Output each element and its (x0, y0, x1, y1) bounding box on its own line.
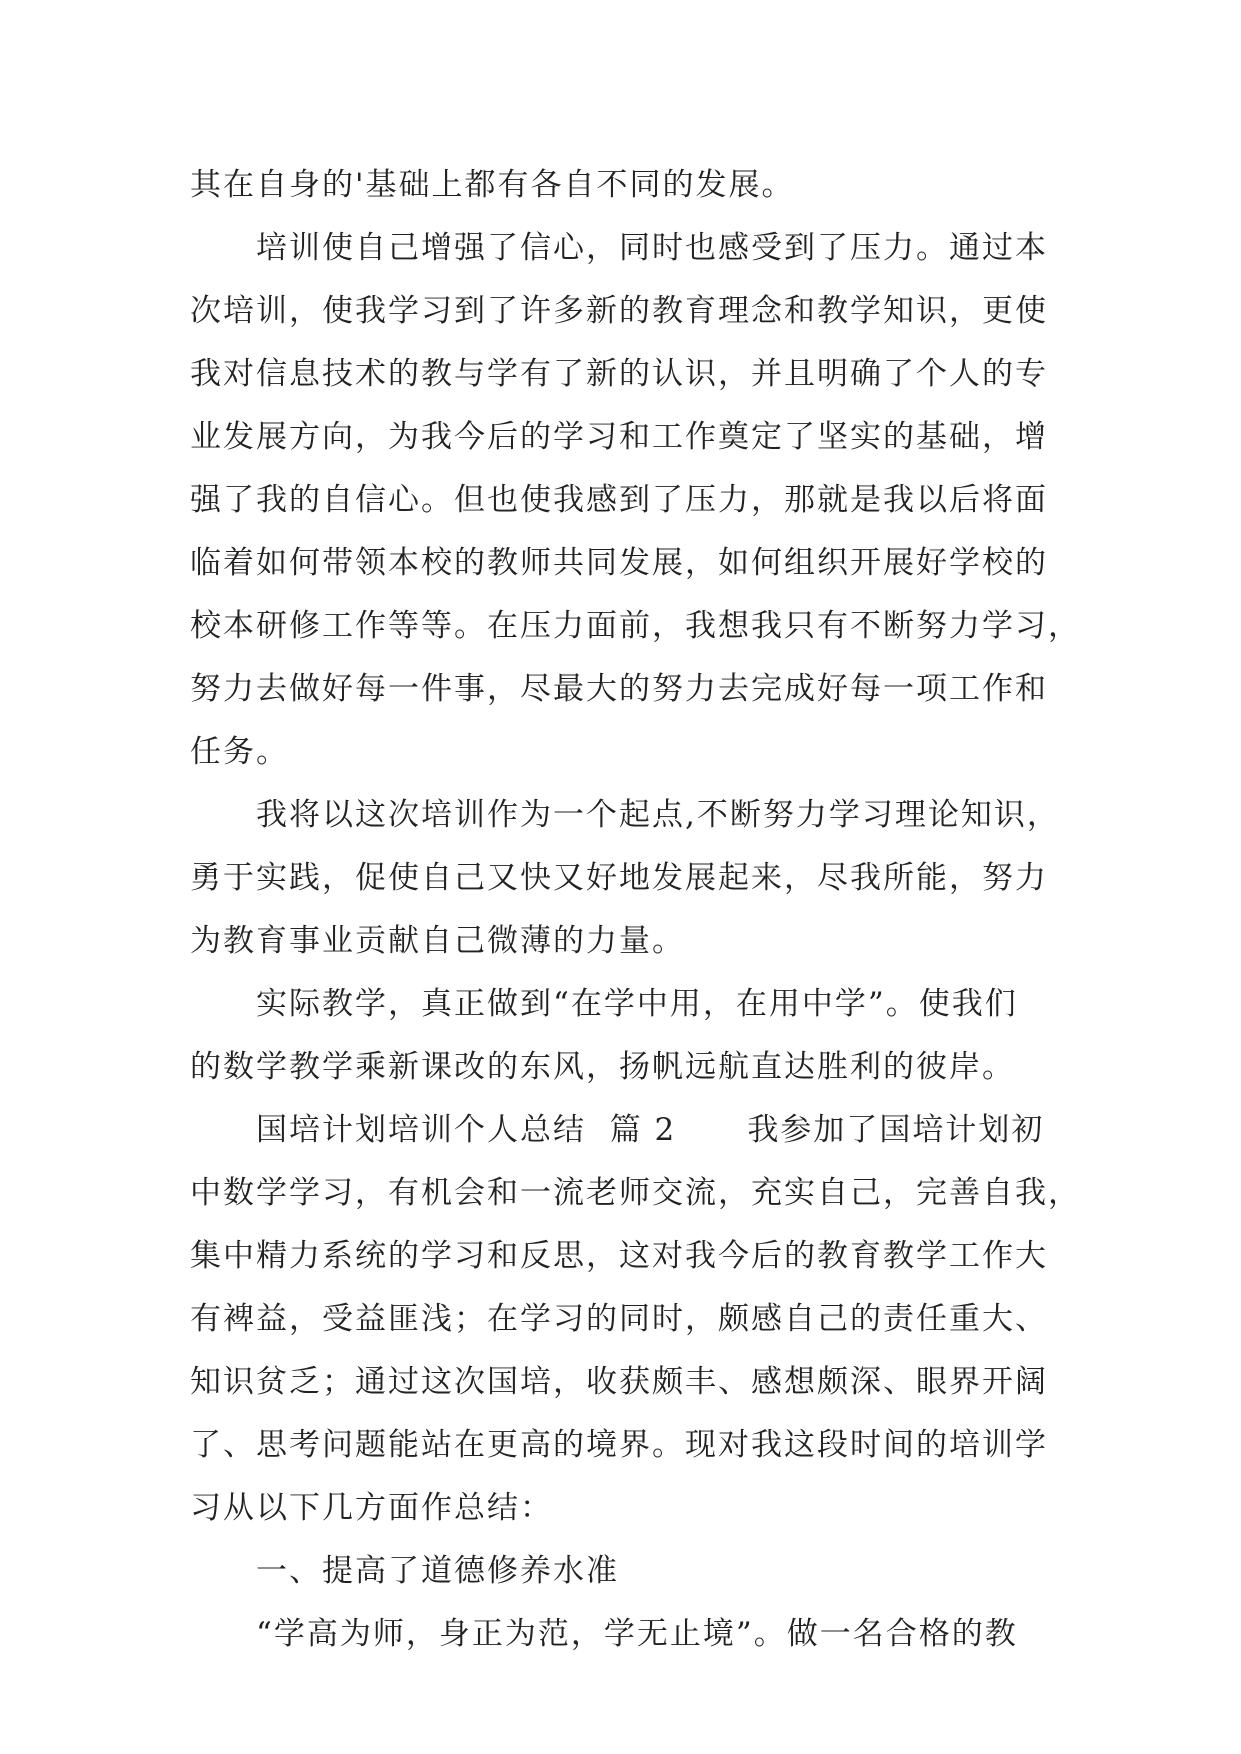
text-line: 强了我的自信心。但也使我感到了压力，那就是我以后将面 (190, 482, 1048, 518)
text-line: 知识贫乏；通过这次国培，收获颇丰、感想颇深、眼界开阔 (190, 1364, 1048, 1400)
text-line: 勇于实践，促使自己又快又好地发展起来，尽我所能，努力 (190, 860, 1048, 896)
paragraph-first-line: 培训使自己增强了信心，同时也感受到了压力。通过本 (256, 230, 1048, 266)
text-line: 为教育事业贡献自己微薄的力量。 (190, 923, 685, 959)
text-line: 业发展方向，为我今后的学习和工作奠定了坚实的基础，增 (190, 419, 1048, 455)
text-line: 习从以下几方面作总结： (190, 1490, 553, 1526)
text-line: 我对信息技术的教与学有了新的认识，并且明确了个人的专 (190, 356, 1048, 392)
text-line: 集中精力系统的学习和反思，这对我今后的教育教学工作大 (190, 1238, 1048, 1274)
text-line: 其在自身的'基础上都有各自不同的发展。 (190, 167, 795, 203)
text-line: 校本研修工作等等。在压力面前，我想我只有不断努力学习， (190, 608, 1081, 644)
text-line: 临着如何带领本校的教师共同发展，如何组织开展好学校的 (190, 545, 1048, 581)
text-line: 任务。 (190, 734, 289, 770)
paragraph-first-line: 实际教学，真正做到“在学中用，在用中学”。使我们 (256, 986, 1018, 1022)
text-line: 的数学教学乘新课改的东风，扬帆远航直达胜利的彼岸。 (190, 1049, 1015, 1085)
section-heading-line: 国培计划培训个人总结 篇 2 我参加了国培计划初 (256, 1112, 1045, 1148)
text-line: 努力去做好每一件事，尽最大的努力去完成好每一项工作和 (190, 671, 1048, 707)
paragraph-first-line: 我将以这次培训作为一个起点,不断努力学习理论知识， (256, 797, 1060, 833)
subheading-line: 一、提高了道德修养水准 (256, 1553, 619, 1589)
text-line: 了、思考问题能站在更高的境界。现对我这段时间的培训学 (190, 1427, 1048, 1463)
text-line: 有裨益，受益匪浅；在学习的同时，颇感自己的责任重大、 (190, 1301, 1048, 1337)
paragraph-first-line: “学高为师，身正为范，学无止境”。做一名合格的教 (256, 1616, 1018, 1652)
text-line: 次培训，使我学习到了许多新的教育理念和教学知识，更使 (190, 293, 1048, 329)
text-line: 中数学学习，有机会和一流老师交流，充实自己，完善自我， (190, 1175, 1081, 1211)
